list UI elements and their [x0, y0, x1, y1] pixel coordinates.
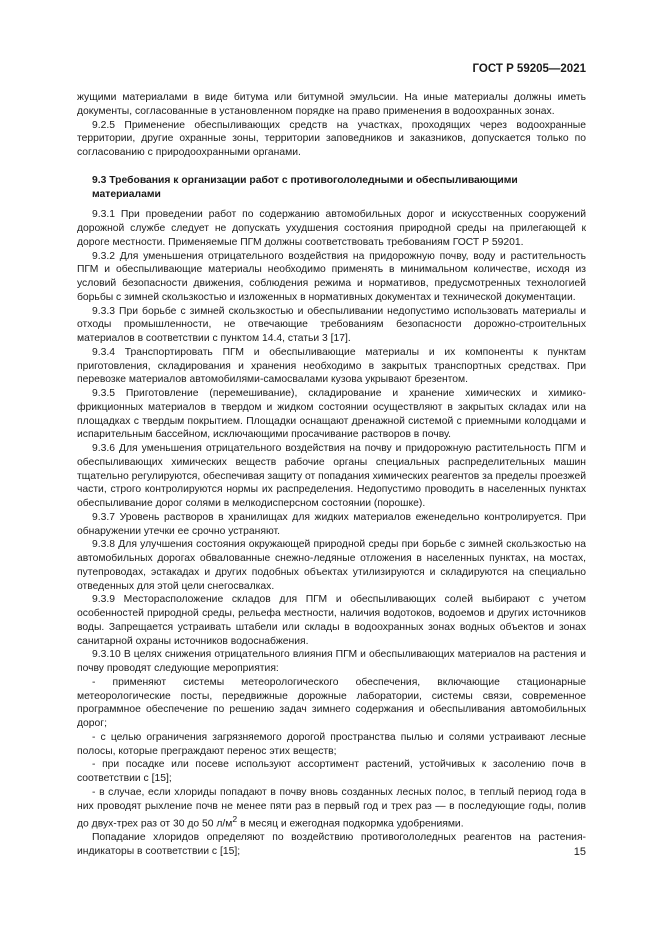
- list-item: - применяют системы метеорологического обеспечения, включающие стационарные метеорологические посты, передвижные дорожные лаборатории, системы связи, современное программное обеспечение по решению задач зимнего содержания и обеспыливания автомобильных дорог;: [77, 676, 586, 729]
- paragraph: жущими материалами в виде битума или битумной эмульсии. На иные материалы должны иметь документы, согласованные в установленном порядке на право применения в водоохранных зонах.: [77, 92, 586, 117]
- paragraph: 9.3.1 При проведении работ по содержанию автомобильных дорог и искусственных сооружений дорожной службе следует не допускать ухудшения состояния природной среды на прилегающей к дороге местности. Применяемые ПГМ должны соответствовать требованиям ГОСТ Р 59201.: [77, 209, 586, 248]
- paragraph: 9.3.7 Уровень растворов в хранилищах для жидких материалов еженедельно контролируется. При обнаружении утечки ее срочно устраняют.: [77, 511, 586, 537]
- paragraph: 9.2.5 Применение обеспыливающих средств на участках, проходящих через водоохранные территории, другие охранные зоны, территории заповедников и заказников, допускается только по согласованию с природоохранными органами.: [77, 119, 586, 158]
- paragraph: 9.3.5 Приготовление (перемешивание), складирование и хранение химических и химико-фрикционных материалов в твердом и жидком состоянии осуществляют в закрытых складах или на площадках с твердым покрытием. Площадки оснащают дренажной системой с приемными колодцами и испарительным бассейном, исключающими просачивание растворов в почву.: [77, 388, 586, 441]
- paragraph: 9.3.10 В целях снижения отрицательного влияния ПГМ и обеспыливающих материалов на растения и почву проводят следующие мероприятия:: [77, 649, 586, 674]
- page-number: 15: [573, 846, 586, 858]
- paragraph: 9.3.4 Транспортировать ПГМ и обеспыливающие материалы и их компоненты к пунктам приготовления, складирования и хранения необходимо в закрытых транспортных средствах. При перевозке материалов автомобилями-самосвалами кузова укрывают брезентом.: [77, 346, 586, 386]
- list-item: - с целью ограничения загрязняемого дорогой пространства пылью и солями устраивают лесные полосы, которые преграждают перенос этих веществ;: [77, 731, 586, 757]
- list-item: - при посадке или посеве используют ассортимент растений, устойчивых к засолению почв в соответствии с [15];: [77, 759, 586, 784]
- superscript: 2: [232, 814, 238, 825]
- paragraph: Попадание хлоридов определяют по воздействию противогололедных реагентов на растения-индикаторы в соответствии с [15];: [77, 832, 586, 858]
- paragraph: 9.3.3 При борьбе с зимней скользкостью и обеспыливании недопустимо использовать материалы и отходы промышленности, не отвечающие требованиям безопасности дорожно-строительных материалов в соответствии с пунктом 14.4, статьи 3 [17].: [77, 305, 586, 344]
- paragraph: 9.3.6 Для уменьшения отрицательного воздействия на почву и придорожную растительность ПГМ и обеспыливающих химических веществ рабочие органы специальных распределительных машин тщательно регулируются, обеспечивая защиту от попадания химических реагентов за пределы проезжей части, строго контролируются нормы их распределения. Недопустимо проводить в населенных пунктах обеспыливание дорог солями в мелкодисперсном состоянии (порошке).: [77, 443, 587, 509]
- section-heading: 9.3 Требования к организации работ с противогололедными и обеспыливающими материалами: [92, 174, 518, 200]
- paragraph: 9.3.8 Для улучшения состояния окружающей природной среды при борьбе с зимней скользкостью на автомобильных дорогах обвалованные снежно-ледяные отложения в населенных пунктах, на мостах, путепроводах, эстакадах и других подобных объектах утилизируются и складируются на специально отведенных для этой цели снегосвалках.: [77, 539, 586, 592]
- page-body: [77, 91, 586, 859]
- list-item: [77, 786, 586, 832]
- paragraph: 9.3.9 Месторасположение складов для ПГМ и обеспыливающих солей выбирают с учетом особенностей природной среды, рельефа местности, наличия водотоков, водоемов и других источников воды. Запрещается устраивать штабели или склады в водоохранных зонах водных объектов и зонах санитарной охраны источников водоснабжения.: [77, 594, 586, 647]
- list-item-text-end: в месяц и ежегодная подкормка удобрениями.: [237, 818, 464, 830]
- paragraph: 9.3.2 Для уменьшения отрицательного воздействия на придорожную почву, воду и растительность ПГМ и обеспыливающие материалы необходимо применять в минимальном количестве, исходя из условий безопасности движения, соблюдения режима и нормативов, предусмотренных технологией борьбы с зимней скользкостью и изложенных в нормативных документах и технической документации.: [77, 250, 586, 303]
- document-header: ГОСТ Р 59205—2021: [472, 63, 586, 75]
- list-item-text: - в случае, если хлориды попадают в почву вновь созданных лесных полос, в теплый период года в них проводят рыхление почв не менее пяти раз в первый год и трех раз — в последующие годы, полив до двух-трех раз от 30 до 50 л/м: [77, 786, 586, 830]
